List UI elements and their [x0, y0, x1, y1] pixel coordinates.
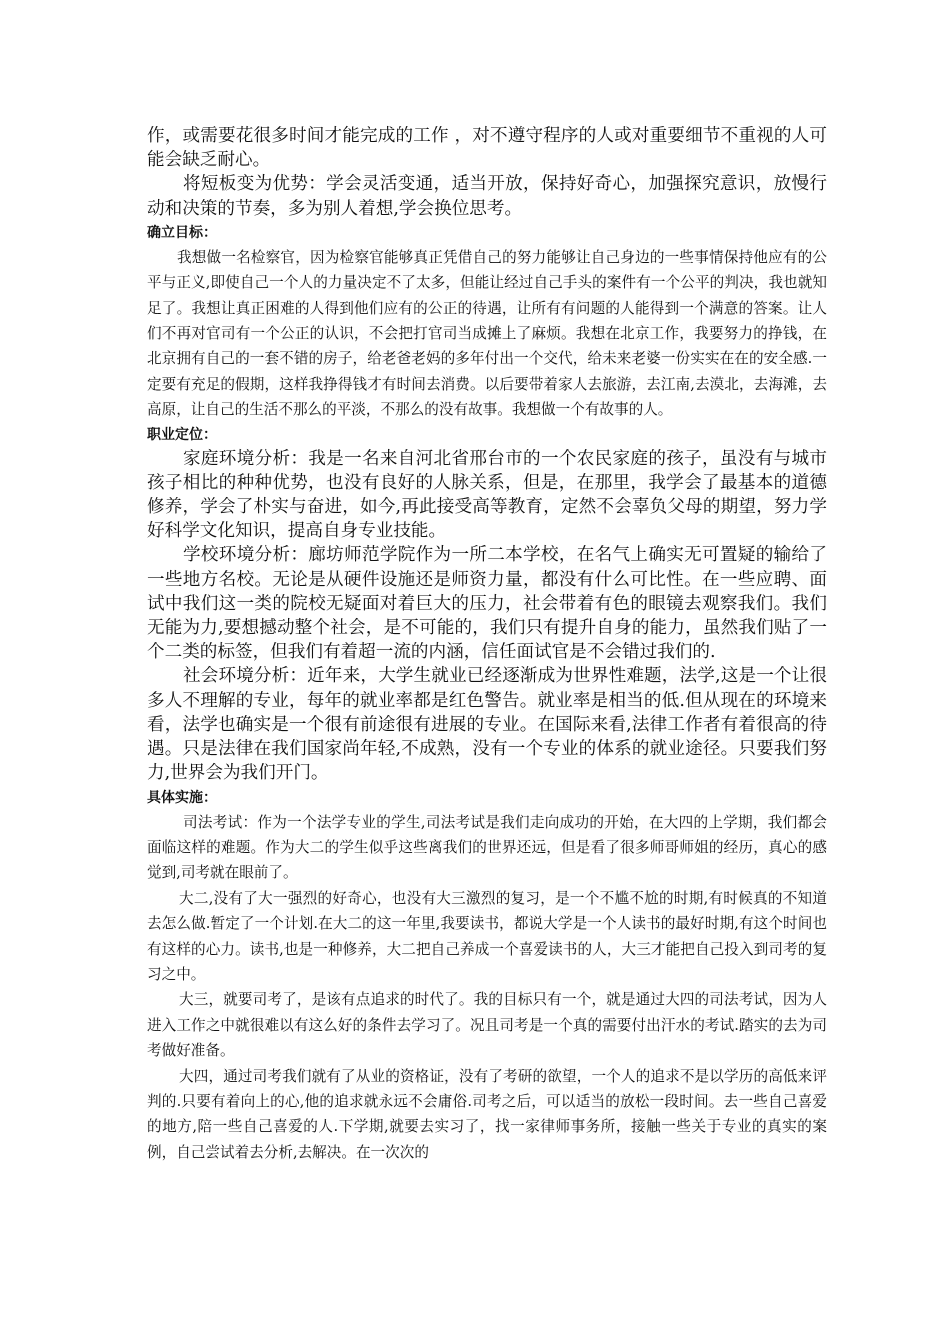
strengths-paragraph: 将短板变为优势：学会灵活变通，适当开放，保持好奇心，加强探究意识，放慢行动和决策的节奏，多为别人着想,学会换位思考。 [147, 174, 827, 219]
goal-paragraph: 我想做一名检察官，因为检察官能够真正凭借自己的努力能够让自己身边的一些事情保持他应有的公平与正义,即使自己一个人的力量决定不了太多，但能让经过自己手头的案件有一个公平的判决，我也就知足了。我想让真正困难的人得到他们应有的公正的待遇，让所有有问题的人能得到一个满意的答案。让人们不再对官司有一个公正的认识，不会把打官司当成摊上了麻烦。我想在北京工作，我要努力的挣钱，在北京拥有自己的一套不错的房子，给老爸老妈的多年付出一个交代，给未来老婆一份实实在在的安全感.一定要有充足的假期，这样我挣得钱才有时间去消费。以后要带着家人去旅游，去江南,去漠北，去海滩，去高原，让自己的生活不那么的平淡，不那么的没有故事。我想做一个有故事的人。 [147, 248, 827, 419]
year2-paragraph: 大二,没有了大一强烈的好奇心，也没有大三激烈的复习，是一个不尴不尬的时期,有时候真的不知道去怎么做.暂定了一个计划.在大二的这一年里,我要读书，都说大学是一个人读书的最好时期,有这个时间也有这样的心力。读书,也是一种修养，大二把自己养成一个喜爱读书的人，大三才能把自己投入到司考的复习之中。 [147, 889, 827, 983]
exam-paragraph: 司法考试：作为一个法学专业的学生,司法考试是我们走向成功的开始，在大四的上学期，我们都会面临这样的难题。作为大二的学生似乎这些离我们的世界还远，但是看了很多师哥师姐的经历，真心的感觉到,司考就在眼前了。 [147, 813, 827, 882]
school-analysis-paragraph: 学校环境分析：廊坊师范学院作为一所二本学校，在名气上确实无可置疑的输给了一些地方名校。无论是从硬件设施还是师资力量，都没有什么可比性。在一些应聘、面试中我们这一类的院校无疑面对着巨大的压力，社会带着有色的眼镜去观察我们。我们无能为力,要想撼动整个社会，是不可能的，我们只有提升自身的能力，虽然我们贴了一个二类的标签，但我们有着超一流的内涵，信任面试官是不会错过我们的. [147, 545, 827, 663]
intro-paragraph: 作，或需要花很多时间才能完成的工作 ，对不遵守程序的人或对重要细节不重视的人可能会缺乏耐心。 [147, 126, 827, 171]
document-page [147, 124, 827, 1165]
goal-heading: 确立目标： [147, 224, 217, 241]
year3-paragraph: 大三，就要司考了，是该有点追求的时代了。我的目标只有一个，就是通过大四的司法考试，因为人进入工作之中就很难以有这么好的条件去学习了。况且司考是一个真的需要付出汗水的考试.踏实的去为司考做好准备。 [147, 991, 827, 1060]
family-analysis-paragraph: 家庭环境分析：我是一名来自河北省邢台市的一个农民家庭的孩子，虽没有与城市孩子相比的种种优势，也没有良好的人脉关系，但是，在那里，我学会了最基本的道德修养，学会了朴实与奋进，如今,再此接受高等教育，定然不会辜负父母的期望，努力学好科学文化知识，提高自身专业技能。 [147, 448, 827, 542]
year4-paragraph: 大四，通过司考我们就有了从业的资格证，没有了考研的欲望，一个人的追求不是以学历的高低来评判的.只要有着向上的心,他的追求就永远不会庸俗.司考之后，可以适当的放松一段时间。去一些自己喜爱的地方,陪一些自己喜爱的人.下学期,就要去实习了，找一家律师事务所，接触一些关于专业的真实的案例，自己尝试着去分析,去解决。在一次次的 [147, 1067, 827, 1161]
implementation-heading: 具体实施： [147, 789, 217, 806]
society-analysis-paragraph: 社会环境分析：近年来，大学生就业已经逐渐成为世界性难题，法学,这是一个让很多人不理解的专业，每年的就业率都是红色警告。就业率是相当的低.但从现在的环境来看，法学也确实是一个很有前途很有进展的专业。在国际来看,法律工作者有着很高的待遇。只是法律在我们国家尚年轻,不成熟，没有一个专业的体系的就业途径。只要我们努力,世界会为我们开门。 [147, 666, 827, 784]
positioning-heading: 职业定位： [147, 426, 217, 443]
